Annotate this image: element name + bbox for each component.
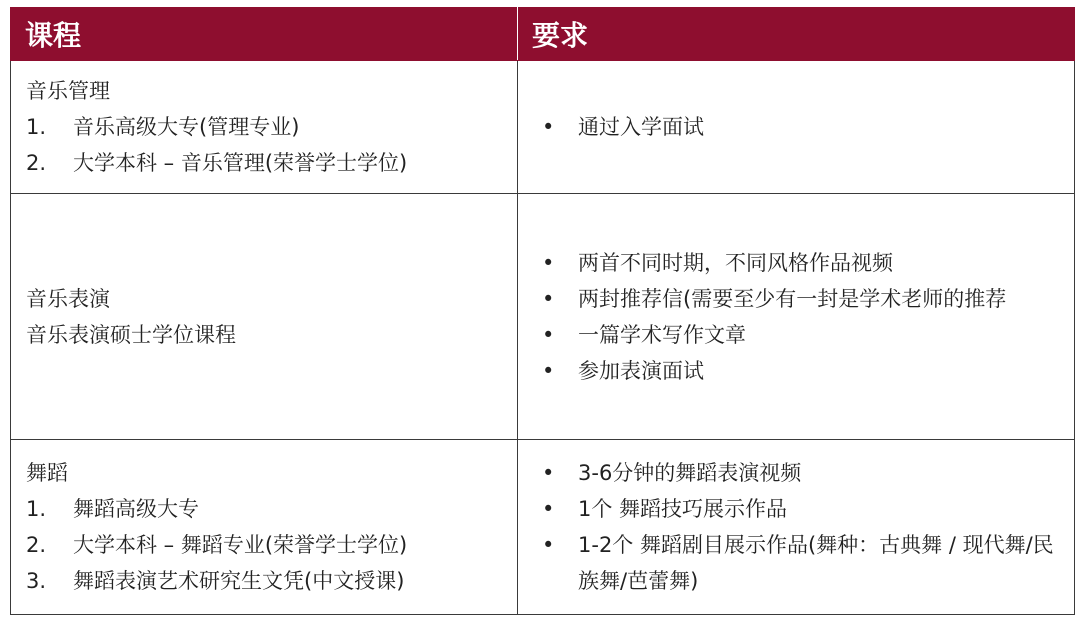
requirement-text: 1-2个 舞蹈剧目展示作品(舞种：古典舞 / 现代舞/民族舞/芭蕾舞) [578, 533, 1054, 593]
requirements-list [542, 455, 1060, 599]
course-item-number: 3. [26, 569, 47, 593]
list-item [542, 317, 1060, 353]
bullet: • [542, 286, 555, 311]
course-cell [11, 194, 518, 440]
course-item-number: 1. [26, 497, 47, 521]
bullet: • [542, 497, 555, 521]
course-item [26, 109, 517, 145]
list-item [542, 281, 1060, 317]
bullet: • [542, 115, 555, 139]
course-cell [11, 61, 518, 194]
course-item [26, 563, 517, 599]
requirement-text: 两封推荐信(需要至少有一封是学术老师的推荐 [578, 286, 1007, 311]
header-requirements: 要求 [518, 8, 1075, 61]
requirement-text: 两首不同时期，不同风格作品视频 [578, 250, 893, 275]
requirement-text: 3-6分钟的舞蹈表演视频 [578, 461, 802, 485]
course-title: 音乐管理 [26, 79, 110, 103]
course-title: 舞蹈 [26, 461, 68, 485]
course-item-text: 大学本科 – 音乐管理(荣誉学士学位) [73, 151, 408, 175]
bullet: • [542, 322, 555, 347]
bullet: • [542, 533, 555, 557]
requirements-cell [518, 440, 1075, 615]
list-item [542, 353, 1060, 389]
course-item [26, 145, 517, 181]
requirements-list [542, 245, 1060, 389]
course-item-text: 舞蹈高级大专 [73, 497, 199, 521]
course-item-number: 1. [26, 115, 47, 139]
course-requirements-table [10, 7, 1075, 615]
table-row [11, 61, 1075, 194]
course-title: 音乐表演 [26, 286, 110, 311]
requirement-text: 1个 舞蹈技巧展示作品 [578, 497, 788, 521]
requirements-cell [518, 194, 1075, 440]
course-item-text: 大学本科 – 舞蹈专业(荣誉学士学位) [73, 533, 408, 557]
list-item [542, 245, 1060, 281]
table-row [11, 194, 1075, 440]
table-row [11, 440, 1075, 615]
course-subtitle: 音乐表演硕士学位课程 [26, 322, 236, 347]
table-header-row [11, 8, 1075, 61]
header-course: 课程 [11, 8, 518, 61]
course-item [26, 491, 517, 527]
list-item [542, 491, 1060, 527]
bullet: • [542, 461, 555, 485]
list-item [542, 527, 1060, 599]
bullet: • [542, 358, 555, 383]
course-item-text: 音乐高级大专(管理专业) [73, 115, 300, 139]
requirement-text: 通过入学面试 [578, 115, 704, 139]
bullet: • [542, 250, 555, 275]
course-item [26, 527, 517, 563]
course-cell [11, 440, 518, 615]
course-item-text: 舞蹈表演艺术研究生文凭(中文授课) [73, 569, 405, 593]
course-item-number: 2. [26, 533, 47, 557]
requirement-text: 一篇学术写作文章 [578, 322, 746, 347]
requirement-text: 参加表演面试 [578, 358, 704, 383]
requirements-table-container [10, 7, 1074, 614]
requirements-list [542, 109, 1060, 145]
course-item-number: 2. [26, 151, 47, 175]
list-item [542, 109, 1060, 145]
requirements-cell [518, 61, 1075, 194]
list-item [542, 455, 1060, 491]
